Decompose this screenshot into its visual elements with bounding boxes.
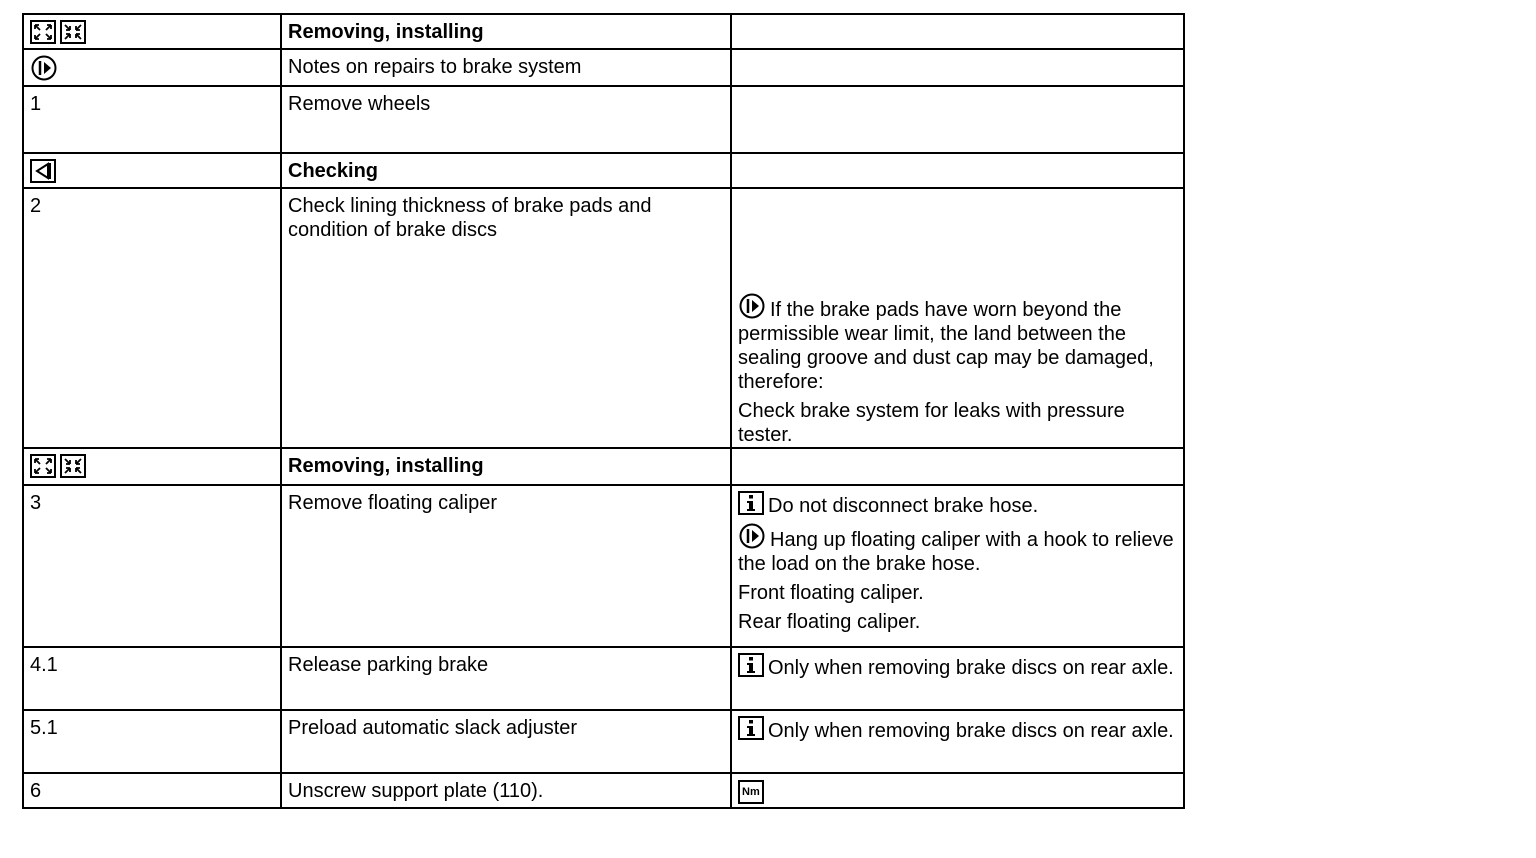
step-description: Remove floating caliper xyxy=(281,485,731,647)
step-description: Notes on repairs to brake system xyxy=(281,49,731,86)
table-row xyxy=(23,485,1184,647)
step-number: 4.1 xyxy=(23,647,281,710)
rear-caliper-text: Rear floating caliper. xyxy=(738,611,921,633)
notes-cell xyxy=(731,773,1184,808)
notes-cell xyxy=(731,14,1184,49)
install-icon xyxy=(60,20,86,44)
torque-icon xyxy=(738,780,764,804)
table-row xyxy=(23,153,1184,188)
step-cell xyxy=(23,49,281,86)
notes-cell xyxy=(731,647,1184,710)
note-text-block xyxy=(738,293,1177,394)
step-number: 2 xyxy=(23,188,281,448)
step-title: Checking xyxy=(281,153,731,188)
install-icon xyxy=(60,454,86,478)
info-icon xyxy=(738,716,764,740)
table-row xyxy=(23,710,1184,773)
notes-cell xyxy=(731,448,1184,485)
table-row xyxy=(23,86,1184,153)
remove-icon xyxy=(30,454,56,478)
step-number: 1 xyxy=(23,86,281,153)
torque-icon-label: Nm xyxy=(742,785,760,798)
step-number: 6 xyxy=(23,773,281,808)
info-icon xyxy=(738,491,764,515)
step-description: Remove wheels xyxy=(281,86,731,153)
info-text: Do not disconnect brake hose. xyxy=(768,495,1039,517)
step-number: 3 xyxy=(23,485,281,647)
note-text: If the brake pads have worn beyond the permissible wear limit, the land between the sealing groove and dust cap may be damaged, therefore: xyxy=(738,299,1154,393)
step-cell xyxy=(23,153,281,188)
info-text: Only when removing brake discs on rear axle. xyxy=(768,657,1174,679)
note-text-block xyxy=(738,523,1177,576)
notes-cell xyxy=(731,188,1184,448)
step-title: Removing, installing xyxy=(281,14,731,49)
note-icon xyxy=(30,55,58,81)
info-text: Only when removing brake discs on rear axle. xyxy=(768,720,1174,742)
table-row xyxy=(23,49,1184,86)
step-cell xyxy=(23,448,281,485)
notes-cell xyxy=(731,49,1184,86)
info-icon xyxy=(738,653,764,677)
note-extra: Check brake system for leaks with pressure tester. xyxy=(738,400,1125,446)
procedure-table xyxy=(22,13,1185,809)
step-number: 5.1 xyxy=(23,710,281,773)
remove-icon xyxy=(30,20,56,44)
note-icon xyxy=(738,523,766,549)
table-row xyxy=(23,188,1184,448)
table-row xyxy=(23,448,1184,485)
step-description: Release parking brake xyxy=(281,647,731,710)
step-title: Removing, installing xyxy=(281,448,731,485)
table-row xyxy=(23,14,1184,49)
step-description: Preload automatic slack adjuster xyxy=(281,710,731,773)
table-row xyxy=(23,773,1184,808)
step-cell xyxy=(23,14,281,49)
table-row xyxy=(23,647,1184,710)
notes-cell xyxy=(731,86,1184,153)
notes-cell xyxy=(731,485,1184,647)
notes-cell xyxy=(731,153,1184,188)
step-description: Check lining thickness of brake pads and condition of brake discs xyxy=(281,188,731,448)
info-text-block xyxy=(738,491,1177,518)
front-caliper-text: Front floating caliper. xyxy=(738,582,924,604)
note-text: Hang up floating caliper with a hook to relieve the load on the brake hose. xyxy=(738,529,1174,575)
note-icon xyxy=(738,293,766,319)
notes-cell xyxy=(731,710,1184,773)
step-description: Unscrew support plate (110). xyxy=(281,773,731,808)
checking-icon xyxy=(30,159,56,183)
